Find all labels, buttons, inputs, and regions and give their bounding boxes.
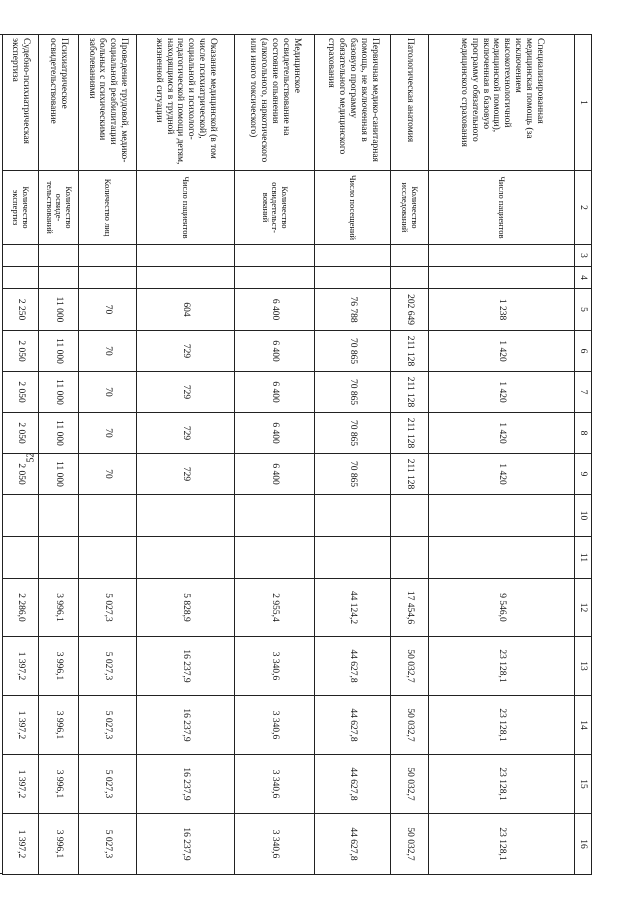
table-cell: 729 xyxy=(137,331,235,372)
table-row xyxy=(137,35,235,875)
table-cell xyxy=(391,537,429,579)
table-cell: 16 237,9 xyxy=(137,755,235,814)
table-cell: 70 xyxy=(79,413,137,454)
table-cell xyxy=(39,245,79,267)
table-cell xyxy=(391,267,429,289)
table-cell: 70 865 xyxy=(315,372,391,413)
row-activity-name: Патологическая анатомия xyxy=(391,35,429,171)
table-cell xyxy=(3,245,39,267)
column-number: 13 xyxy=(575,637,592,696)
table-cell xyxy=(79,245,137,267)
table-cell xyxy=(235,267,315,289)
table-cell: 2 050 xyxy=(3,413,39,454)
table-cell xyxy=(3,267,39,289)
table-cell: 44 627,8 xyxy=(315,814,391,875)
table-cell: 5 027,3 xyxy=(79,579,137,637)
table-cell: 5 027,3 xyxy=(79,755,137,814)
table-cell: 70 865 xyxy=(315,331,391,372)
table-cell: 70 xyxy=(79,289,137,331)
table-cell: 11 000 xyxy=(39,372,79,413)
table-cell: 17 454,6 xyxy=(391,579,429,637)
table-cell xyxy=(39,495,79,537)
row-unit: Количество исследований xyxy=(391,171,429,245)
table-cell xyxy=(235,537,315,579)
table-cell xyxy=(137,245,235,267)
column-number: 14 xyxy=(575,696,592,755)
column-number: 11 xyxy=(575,537,592,579)
table-cell: 5 027,3 xyxy=(79,696,137,755)
table-cell: 3 340,6 xyxy=(235,814,315,875)
table-cell xyxy=(429,495,575,537)
table-cell: 23 128,1 xyxy=(429,755,575,814)
table-cell: 11 000 xyxy=(39,331,79,372)
table-cell: 11 000 xyxy=(39,454,79,495)
column-number: 6 xyxy=(575,331,592,372)
table-cell: 3 996,1 xyxy=(39,755,79,814)
table-row xyxy=(235,35,315,875)
table-row xyxy=(315,35,391,875)
row-activity-name: Проведение трудовой, медико-социальной реабилитации больных с психическими заболеваниями xyxy=(79,35,137,171)
table-cell xyxy=(429,537,575,579)
table-cell: 1 397,2 xyxy=(3,814,39,875)
row-unit: Число пациентов xyxy=(429,171,575,245)
table-cell: 1 420 xyxy=(429,331,575,372)
table-cell xyxy=(137,267,235,289)
table-cell: 44 627,8 xyxy=(315,755,391,814)
table-cell xyxy=(39,537,79,579)
table-cell: 23 128,1 xyxy=(429,696,575,755)
table-cell: 50 032,7 xyxy=(391,637,429,696)
table-cell xyxy=(235,495,315,537)
table-cell xyxy=(3,537,39,579)
column-number-row xyxy=(575,35,592,875)
table-cell: 6 400 xyxy=(235,413,315,454)
table-row xyxy=(39,35,79,875)
table-cell: 11 000 xyxy=(39,413,79,454)
table-cell xyxy=(137,495,235,537)
page-number: 52 xyxy=(25,452,37,463)
table-cell: 70 xyxy=(79,372,137,413)
row-unit: Число посещений xyxy=(315,171,391,245)
table-cell: 2 050 xyxy=(3,372,39,413)
table-cell: 1 397,2 xyxy=(3,755,39,814)
table-cell: 2 955,4 xyxy=(235,579,315,637)
column-number: 8 xyxy=(575,413,592,454)
table-cell: 2 286,0 xyxy=(3,579,39,637)
table-cell: 70 xyxy=(79,331,137,372)
table-cell: 3 996,1 xyxy=(39,637,79,696)
table-cell: 211 128 xyxy=(391,454,429,495)
row-unit: Количество освидетельст-вований xyxy=(235,171,315,245)
table-cell xyxy=(79,495,137,537)
table-cell: 211 128 xyxy=(391,331,429,372)
table-cell: 3 996,1 xyxy=(39,814,79,875)
table-cell xyxy=(315,245,391,267)
table-cell xyxy=(391,245,429,267)
row-activity-name: Судебно-психиатрическая экспертиза xyxy=(3,35,39,171)
table-cell: 50 032,7 xyxy=(391,696,429,755)
table-cell: 6 400 xyxy=(235,289,315,331)
table-cell: 23 128,1 xyxy=(429,637,575,696)
table-cell: 6 400 xyxy=(235,454,315,495)
row-activity-name: Психиатрическое освидетельствование xyxy=(39,35,79,171)
program-table xyxy=(2,34,592,875)
table-cell: 70 xyxy=(79,454,137,495)
table-cell: 211 128 xyxy=(391,372,429,413)
table-cell: 50 032,7 xyxy=(391,814,429,875)
column-number: 10 xyxy=(575,495,592,537)
table-cell: 44 124,2 xyxy=(315,579,391,637)
table-cell xyxy=(429,245,575,267)
table-cell: 3 340,6 xyxy=(235,755,315,814)
table-cell: 1 397,2 xyxy=(3,637,39,696)
table-cell xyxy=(315,267,391,289)
table-row xyxy=(79,35,137,875)
table-cell xyxy=(235,245,315,267)
table-cell: 3 996,1 xyxy=(39,696,79,755)
table-cell: 23 128,1 xyxy=(429,814,575,875)
table-cell: 211 128 xyxy=(391,413,429,454)
table-cell: 729 xyxy=(137,372,235,413)
table-cell xyxy=(79,267,137,289)
row-activity-name: Оказание медицинской (в том числе психиатрической), социальной и психолого-педагогической помощи детям, находящимся в трудной жизненной ситуации xyxy=(137,35,235,171)
column-number: 9 xyxy=(575,454,592,495)
row-activity-name: Первичная медико-санитарная помощь, не включенная в базовую программу обязательного медицинского страхования xyxy=(315,35,391,171)
column-number: 5 xyxy=(575,289,592,331)
table-cell: 604 xyxy=(137,289,235,331)
row-unit: Количество освиде-тельствований xyxy=(39,171,79,245)
table-cell: 16 237,9 xyxy=(137,696,235,755)
table-cell: 11 000 xyxy=(39,289,79,331)
table-cell xyxy=(429,267,575,289)
column-number: 3 xyxy=(575,245,592,267)
column-number: 1 xyxy=(575,35,592,171)
table-cell: 202 649 xyxy=(391,289,429,331)
table-cell xyxy=(3,495,39,537)
table-cell: 76 788 xyxy=(315,289,391,331)
table-row xyxy=(391,35,429,875)
table-cell: 2 050 xyxy=(3,454,39,495)
table-cell xyxy=(315,537,391,579)
table-cell xyxy=(391,495,429,537)
table-cell: 5 828,9 xyxy=(137,579,235,637)
column-number: 16 xyxy=(575,814,592,875)
table-cell: 3 340,6 xyxy=(235,637,315,696)
column-number: 7 xyxy=(575,372,592,413)
table-cell: 1 397,2 xyxy=(3,696,39,755)
table-cell: 70 865 xyxy=(315,454,391,495)
table-cell xyxy=(137,537,235,579)
table-cell: 5 027,3 xyxy=(79,637,137,696)
table-cell: 16 237,9 xyxy=(137,637,235,696)
row-unit: Количество лиц xyxy=(79,171,137,245)
table-cell: 70 865 xyxy=(315,413,391,454)
row-unit: Количество экспертиз xyxy=(3,171,39,245)
table-cell: 1 420 xyxy=(429,413,575,454)
row-activity-name: Специализированная медицинская помощь (за исключением высокотехнологичной медицинской помощи), включенная в базовую программу обязательного медицинского страхования xyxy=(429,35,575,171)
row-unit: Число пациентов xyxy=(137,171,235,245)
row-activity-name: Медицинское освидетельствование на состояние опьянения (алкогольного, наркотического или иного токсического) xyxy=(235,35,315,171)
table-cell: 44 627,8 xyxy=(315,637,391,696)
table-cell: 729 xyxy=(137,413,235,454)
table-cell: 5 027,3 xyxy=(79,814,137,875)
column-number: 4 xyxy=(575,267,592,289)
table-cell xyxy=(79,537,137,579)
column-number: 15 xyxy=(575,755,592,814)
table-cell xyxy=(39,267,79,289)
table-cell: 6 400 xyxy=(235,372,315,413)
table-cell: 3 340,6 xyxy=(235,696,315,755)
table-cell: 1 420 xyxy=(429,454,575,495)
table-cell: 729 xyxy=(137,454,235,495)
column-number: 2 xyxy=(575,171,592,245)
table-cell: 44 627,8 xyxy=(315,696,391,755)
table-cell: 50 032,7 xyxy=(391,755,429,814)
column-number: 12 xyxy=(575,579,592,637)
table-cell: 9 546,0 xyxy=(429,579,575,637)
table-cell: 3 996,1 xyxy=(39,579,79,637)
table-row xyxy=(3,35,39,875)
table-cell: 1 238 xyxy=(429,289,575,331)
table-cell: 2 050 xyxy=(3,331,39,372)
footer-section-title xyxy=(0,34,2,874)
table-cell: 2 250 xyxy=(3,289,39,331)
table-row xyxy=(429,35,575,875)
table-cell xyxy=(315,495,391,537)
table-cell: 6 400 xyxy=(235,331,315,372)
table-cell: 16 237,9 xyxy=(137,814,235,875)
table-cell: 1 420 xyxy=(429,372,575,413)
